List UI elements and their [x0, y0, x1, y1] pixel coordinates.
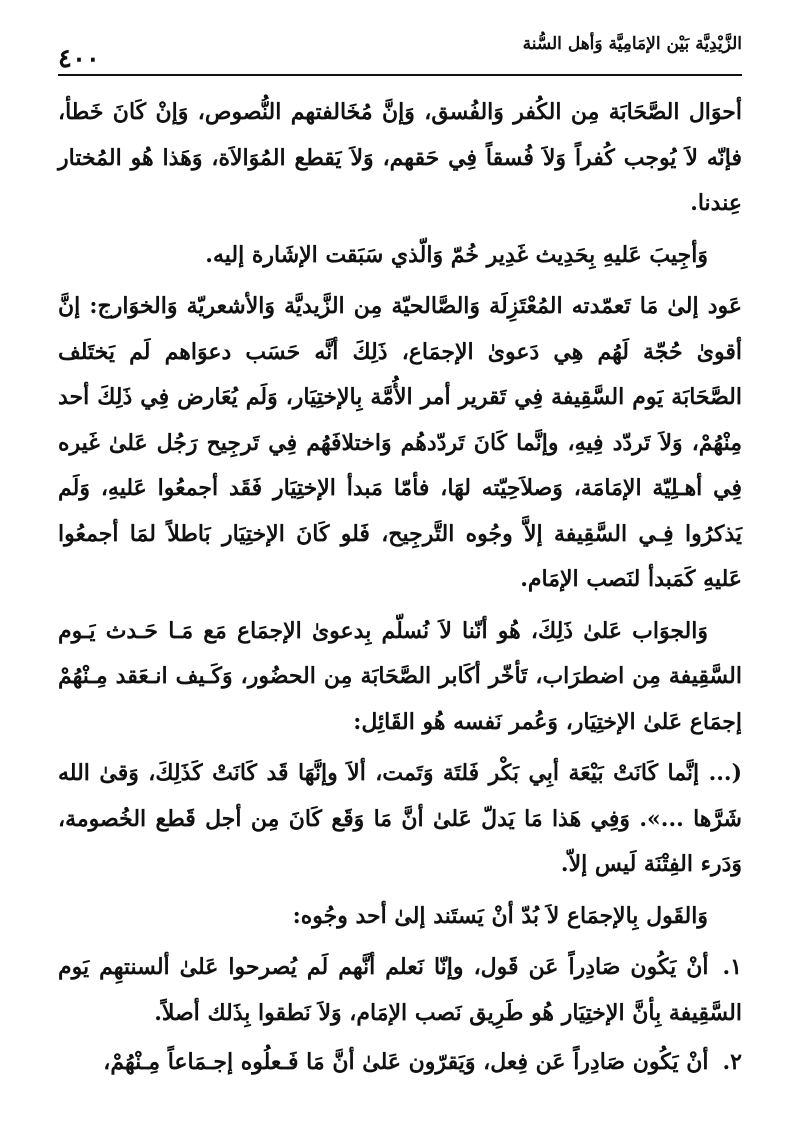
- item-text: أنْ يَكُون صَادِراً عَن فِعل، وَيَقرّون عَلىٰ أنَّ مَا فَـعلُوه إجـمَاعاً مِـنْهُمْ،: [103, 1049, 709, 1075]
- item-number: ١.: [722, 954, 742, 980]
- running-title: الزَّيْدِيَّة بَيْن الإمَامِيَّة وَأهل السُّنة: [522, 34, 742, 54]
- paragraph: وَأجِيبَ عَليهِ بِحَدِيث غَدِير خُمّ وَالّذي سَبَقت الإشَارة إليه.: [205, 241, 708, 268]
- header-divider: [58, 74, 742, 76]
- item-text: أنْ يَكُون صَادِراً عَن قَول، وإنّا نَعلم أنَّهم لَم يُصرحوا عَلىٰ ألسنتهِم يَوم السَّقِيفة بِأنَّ الإختِيَار هُو طَرِيق نَصب الإمَام، وَلاَ نَطقوا بِذَلك أصلاً.: [58, 954, 742, 1026]
- paragraph: أحوَال الصَّحَابَة مِن الكُفر وَالفُسق، وَإنَّ مُخَالفتهم النُّصوص، وَإنْ كَانَ خَطأ، فإنّه لاَ يُوجب كُفراً وَلاَ فُسقاً فِي حَقهم، وَلاَ يَقطع المُوَالاَة، وَهَذا هُو المُختار عِندنا.: [58, 99, 742, 216]
- quoted-paragraph: (... إنَّما كَانَتْ بَيْعَة أبِي بَكْر فَلتَة وَتَمت، ألاَ وإنَّهَا قَد كَانَتْ كَذَلِكَ، وَقىٰ الله شَرَّها ...». وَفِي هَذا مَا يَدلّ عَلىٰ أنَّ مَا وَقَع كَانَ مِن أجل قَطع الخُصومة، وَدَرء الفِتْنَة لَيس إلاّ.: [58, 760, 743, 877]
- paragraph: وَالقَول بِالإجمَاع لاَ بُدّ أنْ يَستَند إلىٰ أحد وجُوه:: [292, 902, 708, 929]
- paragraph: وَالجوَاب عَلىٰ ذَلِكَ، هُو أنّنا لاَ نُسلّم بِدعوىٰ الإجمَاع مَع مَـا حَـدث يَـوم السَّقِيفة مِن اضطرَاب، تَأخّر أكَابر الصَّحَابَة مِن الحضُور، وَكَـيف انـعَقد مِـنْهُمْ إجمَاع عَلىٰ الإختِيَار، وَعُمر نَفسه هُو القَائِل:: [58, 617, 743, 735]
- body-text: [58, 90, 742, 1090]
- paragraph: عَود إلىٰ مَا تَعمّدته المُعْتَزِلَة وَالصَّالحيّة مِن الزَّيديَّة وَالأشعريّة وَالخوَارج: إنَّ أقوىٰ حُجّة لَهُم هِي دَعوىٰ الإجمَاع، ذَلِكَ أنَّه حَسَب دعوَاهم لَم يَختَلف الصَّحَابَة يَوم السَّقِيفة فِي تَقرير أمر الأُمَّة بِالإختِيَار، وَلَم يُعَارض فِي ذَلِكَ أحد مِنْهُمْ، وَلاَ تَردّد فِيهِ، وإنَّما كَانَ تَردّدهُم وَاختلافَهُم فِي تَرجِيح رَجُل عَلىٰ غَيره فِي أهـلِيّة الإمَامَة، وَصلاَحِيّته لهَا، فأمّا مَبدأ الإختِيَار فَقَد أجمعُوا عَليهِ، وَلَم يَذكرُوا فِـي السَّقِيفة إلاَّ وجُوه التَّرجِيح، فَلو كَانَ الإختِيَار بَاطلاً لمَا أجمعُوا عَليهِ كَمَبدأ لنَصب الإمَام.: [58, 293, 742, 592]
- item-number: ٢.: [722, 1049, 742, 1075]
- numbered-item: [58, 1040, 742, 1086]
- numbered-item: [58, 945, 742, 1036]
- running-header: [58, 30, 742, 74]
- page-number: ٤٠٠: [58, 44, 100, 74]
